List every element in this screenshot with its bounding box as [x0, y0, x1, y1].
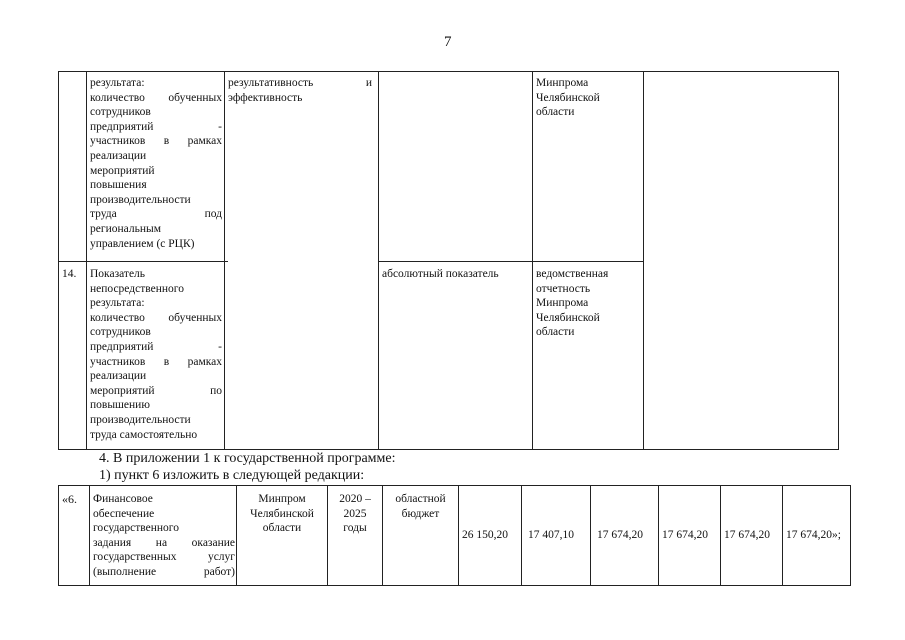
table-border-bottom [58, 449, 839, 450]
col-border [838, 71, 839, 450]
table-border-top [58, 485, 851, 486]
row-2-data-source: ведомственная отчетность Минпрома Челябинской области [536, 268, 609, 339]
measure-name: Финансовое обеспечение государственного задания на оказание государственных услуг (выполнение работ) [93, 493, 235, 578]
amount-year: 17 674,20 [597, 529, 643, 541]
row-2-number: 14. [62, 268, 77, 280]
amount-year: 17 674,20 [724, 529, 770, 541]
col-border [782, 485, 783, 586]
amount-year: 17 407,10 [528, 529, 574, 541]
col-border [458, 485, 459, 586]
row-2-indicator-type: абсолютный показатель [382, 268, 499, 280]
executor: Минпром Челябинской области [250, 493, 314, 535]
col-border [850, 485, 851, 586]
col-border [590, 485, 591, 586]
row-divider [378, 261, 643, 262]
row-divider [58, 261, 228, 262]
item-number: «6. [62, 492, 77, 506]
col-border [532, 71, 533, 450]
paragraph-item: 1) пункт 6 изложить в следующей редакции: [99, 468, 365, 483]
paragraph-appendix: 4. В приложении 1 к государственной программе: [99, 451, 396, 466]
amount-total: 26 150,20 [462, 529, 508, 541]
col-border [521, 485, 522, 586]
funding-source: областной бюджет [395, 493, 446, 520]
col-border [720, 485, 721, 586]
col-border [378, 71, 379, 450]
col-border [658, 485, 659, 586]
row-1-data-source: Минпрома Челябинской области [536, 77, 600, 119]
col-border [58, 71, 59, 450]
amount-year: 17 674,20 [662, 529, 708, 541]
table-border-top [58, 71, 839, 72]
col-border [643, 71, 644, 450]
amount-year: 17 674,20»; [786, 529, 841, 541]
row-2-indicator-name: Показатель непосредственного результата: количество обученных сотрудников предприятий - участников в рамках реализации мероприятий по повышению производительности труда самостоятельно [90, 268, 222, 441]
period: 2020 – 2025 годы [339, 493, 371, 535]
row-1-criterion: результативность и эффективность [228, 77, 372, 104]
row-1-indicator-name: результата: количество обученных сотрудников предприятий - участников в рамках реализации мероприятий повышения производительности труда под региональным управлением (с РЦК) [90, 77, 222, 250]
table-border-bottom [58, 585, 851, 586]
page-number: 7 [444, 34, 452, 50]
